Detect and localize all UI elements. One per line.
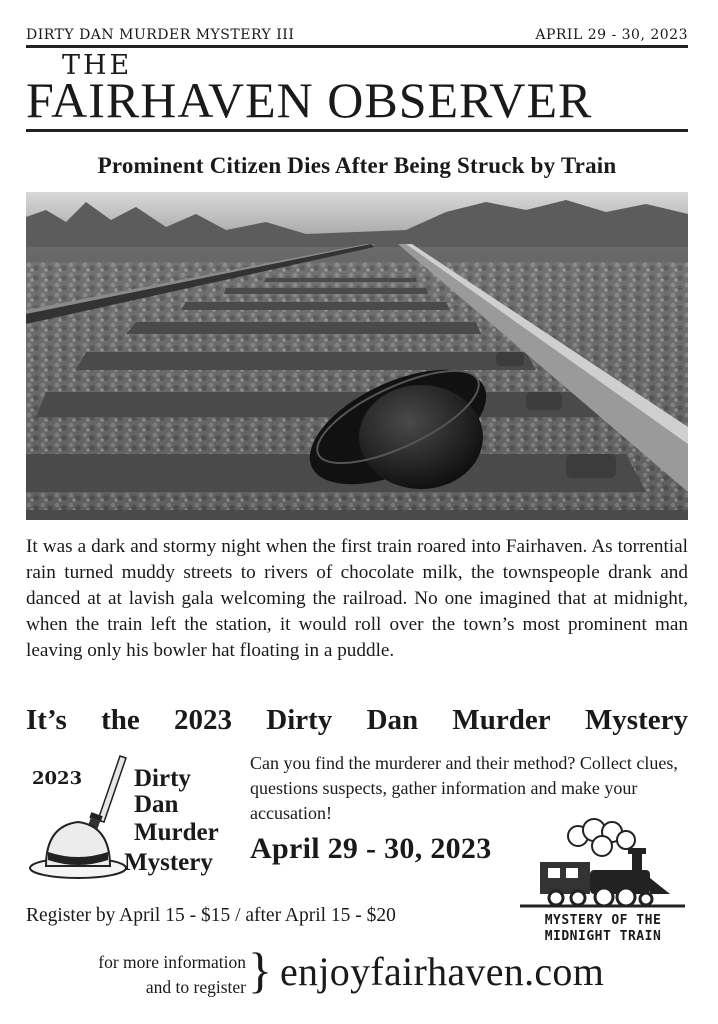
steam-train-illustration [520,818,685,913]
dirty-dan-logo [28,748,238,883]
event-headline-word: Dan [366,704,419,736]
logo-line-4: Mystery [124,849,213,876]
railroad-hat-photo [26,192,688,520]
masthead-rule [26,129,688,132]
registration-pricing: Register by April 15 - $15 / after April 15 - $20 [26,905,396,926]
more-info-text [28,950,246,1000]
series-label: DIRTY DAN MURDER MYSTERY III [26,27,295,43]
masthead-the: THE [62,50,133,81]
event-call-to-action: Can you find the murderer and their method? Collect clues, questions suspects, gather information and make your accusation! [250,753,678,823]
train-caption-line-1: MYSTERY OF THE [544,913,662,928]
logo-line-1: Dirty [134,765,191,792]
logo-year: 2023 [32,768,83,789]
train-caption-line-2: MIDNIGHT TRAIN [544,929,662,944]
logo-line-3: Murder [134,819,219,846]
logo-line-2: Dan [134,791,179,818]
train-caption [518,913,688,945]
more-info-line-2: and to register [145,977,246,997]
curly-brace-icon: } [248,942,272,998]
event-headline-word: It’s [26,704,67,736]
article-headline: Prominent Citizen Dies After Being Struck by Train [97,153,617,178]
website-url[interactable]: enjoyfairhaven.com [280,949,605,994]
event-headline-word: 2023 [174,704,233,736]
event-headline-word: Mystery [584,704,688,736]
event-headline-word: Dirty [266,704,333,736]
header-dates: APRIL 29 - 30, 2023 [535,27,688,43]
event-headline [26,704,688,737]
article-body: It was a dark and stormy night when the first train roared into Fairhaven. As torrential rain turned muddy streets to rivers of chocolate milk, the townspeople drank and danced at at lavish gala welcoming the railroad. No one imagined that at midnight, when the train left the station, it would roll over the town’s most prominent man leaving only his bowler hat floating in a puddle. [26,536,688,661]
event-headline-word: the [101,704,140,736]
masthead-title: FAIRHAVEN OBSERVER [26,72,593,128]
event-headline-word: Murder [452,704,551,736]
event-dates: April 29 - 30, 2023 [250,832,492,865]
more-info-line-1: for more information [98,952,246,972]
top-rule [26,45,688,48]
